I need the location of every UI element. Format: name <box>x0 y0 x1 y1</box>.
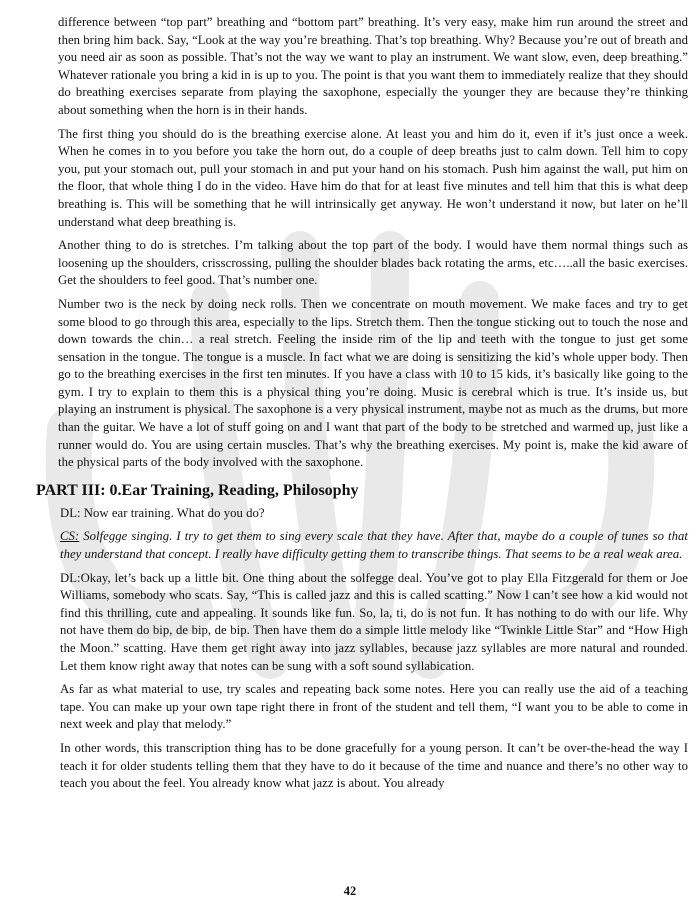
section-heading: PART III: 0.Ear Training, Reading, Philosophy <box>36 481 359 499</box>
paragraph-other-words: In other words, this transcription thing has to be done gracefully for a young person. It can’t be over-the-head the way I teach it for older students telling them that they have to do it because of the time and nuance and there’s no other way to teach you about the feel. You already know what jazz is about. You already <box>60 740 688 791</box>
page-number: 42 <box>343 884 357 898</box>
paragraph-neck-rolls: Number two is the neck by doing neck rolls. Then we concentrate on mouth movement. We make faces and try to get some blood to go through this area, especially to the lips. Stretch them. Then the tongue sticking out to touch the nose and down towards the chin… a real stretch. Feeling the inside rim of the lip and teeth with the tongue to just get some sensation in the tongue. The tongue is a muscle. In fact what we are doing is sensitizing the kid’s whole upper body. Then go to the breathing exercises in the first ten minutes. If you have a class with 10 to 15 kids, it’s basically like going to the gym. I try to explain to them this is a physical thing you’re doing. Music is cerebral which is true. It’s inside us, but playing an instrument is physical. The saxophone is a very physical instrument, maybe not as much as the drums, but more than the guitar. We have a lot of stuff going on and I want that part of the body to be stretched and warmed up, just like a runner would do. You are using certain muscles. That’s why the breathing exercises. My point is, make the kid aware of the physical parts of the body involved with the saxophone. <box>58 296 688 470</box>
cs-answer-text: Solfegge singing. I try to get them to sing every scale that they have. After that, maybe do a couple of tunes so that they understand that concept. I really have difficulty getting them to transcribe things. That seems to be a real weak area. <box>60 529 688 562</box>
cs-speaker-label: CS: <box>60 529 80 544</box>
dialogue-dl-question: DL: Now ear training. What do you do? <box>60 505 265 520</box>
paragraph-material: As far as what material to use, try scales and repeating back some notes. Here you can really use the aid of a teaching tape. You can make up your own tape right there in front of the student and tell them, “I want you to be able to come in next week and play that melody.” <box>60 682 688 732</box>
document-page <box>36 14 688 799</box>
paragraph-breathing-exercise: The first thing you should do is the breathing exercise alone. At least you and him do it, even if it’s just once a week. When he comes in to you before you take the horn out, do a couple of deep breaths just to calm down. Tell him to copy you, put your stomach out, pull your stomach in and put your hand on his stomach. Push him against the wall, put him on the floor, that whole thing I do in the video. Have him do that for at least five minutes and tell him that this is what deep breathing is. This will be something that he will intrinsically get anyway. He won’t understand it now, but later on he’ll understand what deep breathing is. <box>58 126 688 229</box>
paragraph-stretches: Another thing to do is stretches. I’m talking about the top part of the body. I would have them normal things such as loosening up the shoulders, crisscrossing, pulling the shoulder blades back rotating the arms, etc…..all the basic exercises. Get the shoulders to feel good. That’s number one. <box>58 238 688 288</box>
dialogue-cs-answer <box>60 528 688 563</box>
dialogue-dl-answer: DL:Okay, let’s back up a little bit. One thing about the solfegge deal. You’ve got to play Ella Fitzgerald for them or Joe Williams, somebody who scats. Say, “This is called jazz and this is called scatting.” Now I can’t see how a kid would not find this thrilling, cute and appealing. It sounds like fun. So, la, ti, do is not fun. It has nothing to do with our life. Why not have them do bip, de bip, de bip. Then have them do a simple little melody like “Twinkle Little Star” and “How High the Moon.” scatting. Have them get right away into jazz syllables, because jazz syllables are more natural and rounded. Let them know right away that notes can be sung with a soft sound syllabication. <box>60 570 688 673</box>
paragraph-breathing-difference: difference between “top part” breathing and “bottom part” breathing. It’s very easy, make him run around the street and then bring him back. Say, “Look at the way you’re breathing. That’s top breathing. Why? Because you’re out of breath and you need air as soon as possible. That’s not the way we want to play an instrument. We want slow, even, deep breathing.” Whatever rationale you bring a kid in is up to you. The point is that you want them to immediately realize that they should do breathing exercises separate from playing the saxophone, especially the younger they are because they’re thinking about something when the horn is in their hands. <box>58 15 688 117</box>
